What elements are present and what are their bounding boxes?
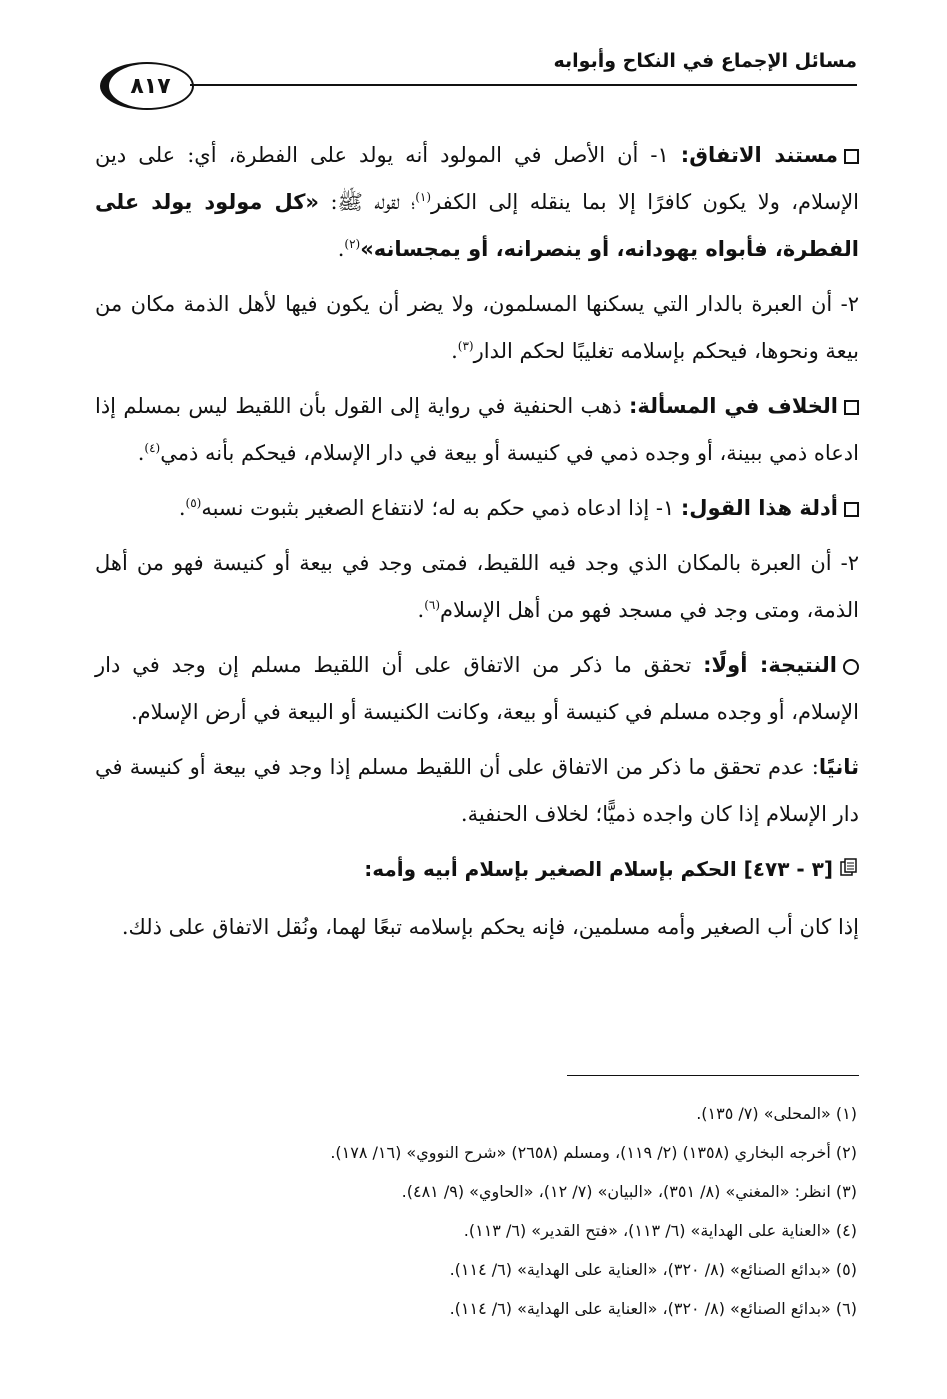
label-basis-of-agreement: مستند الاتفاق: — [680, 143, 838, 167]
footnote-4: (٤) «العناية على الهداية» (٦/ ١١٣)، «فتح القدير» (٦/ ١١٣). — [463, 1221, 857, 1240]
square-bullet-icon — [844, 400, 859, 415]
footnotes — [95, 1094, 857, 1328]
header-rule — [190, 84, 857, 86]
paragraph-result: النتيجة: أولًا: تحقق ما ذكر من الاتفاق على أن اللقيط مسلم إن وجد في دار الإسلام، أو وجده مسلم في كنيسة أو بيعة، وكانت الكنيسة أو البيعة في أرض الإسلام. — [95, 653, 859, 724]
footnote-ref: (٤) — [144, 441, 161, 455]
footnote-ref: (١) — [415, 190, 432, 204]
footnote-ref: (٢) — [344, 237, 361, 251]
paragraph-disagreement: الخلاف في المسألة: ذهب الحنفية في رواية إلى القول بأن اللقيط ليس بمسلم إذا ادعاه ذمي ببينة، أو وجده ذمي في كنيسة أو بيعة في دار الإسلام، فيحكم بأنه ذمي$^{(٤)}$. — [95, 394, 859, 465]
label-result: النتيجة: — [759, 653, 837, 677]
paragraph-evidence: أدلة هذا القول: ١- إذا ادعاه ذمي حكم به له؛ لانتفاع الصغير بثبوت نسبه$^{(٥)}$. — [95, 485, 859, 532]
footnote-ref: (٦) — [424, 598, 441, 612]
square-bullet-icon — [844, 149, 859, 164]
hadith-quote: «كل مولود يولد على الفطرة، فأبواه يهودانه، أو ينصرانه، أو يمجسانه» — [95, 190, 859, 261]
paragraph-second: ثانيًا: عدم تحقق ما ذكر من الاتفاق على أن اللقيط مسلم إذا وجد في بيعة أو كنيسة في دار الإسلام إذا كان واجده ذميًّا؛ لخلاف الحنفية. — [95, 755, 859, 826]
main-text — [95, 132, 859, 959]
paragraph-evidence-two: ٢- أن العبرة بالمكان الذي وجد فيه اللقيط، فمتى وجد في بيعة أو كنيسة فهو من أهل الذمة، ومتى وجد في مسجد فهو من أهل الإسلام$^{(٦)}$. — [95, 551, 859, 622]
paragraph-second-basis: ٢- أن العبرة بالدار التي يسكنها المسلمون، ولا يضر أن يكون فيها لأهل الذمة مكان من بيعة ونحوها، فيحكم بإسلامه تغليبًا لحكم الدار$^{(٣)}$. — [95, 292, 859, 363]
footnote-3: (٣) انظر: «المغني» (٨/ ٣٥١)، «البيان» (٧/ ١٢)، «الحاوي» (٩/ ٤٨١). — [401, 1182, 857, 1201]
paragraph-ruling: إذا كان أب الصغير وأمه مسلمين، فإنه يحكم بإسلامه تبعًا لهما، ونُقل الاتفاق على ذلك. — [121, 915, 859, 939]
document-icon — [839, 847, 859, 894]
footnote-5: (٥) «بدائع الصنائع» (٨/ ٣٢٠)، «العناية على الهداية» (٦/ ١١٤). — [449, 1260, 857, 1279]
footnote-6: (٦) «بدائع الصنائع» (٨/ ٣٢٠)، «العناية على الهداية» (٦/ ١١٤). — [449, 1299, 857, 1318]
label-evidence: أدلة هذا القول: — [680, 496, 838, 520]
circle-bullet-icon — [843, 659, 859, 675]
footnote-rule — [567, 1075, 859, 1076]
running-header-title: مسائل الإجماع في النكاح وأبوابه — [553, 50, 857, 72]
footnote-ref: (٥) — [185, 496, 202, 510]
section-heading — [95, 846, 859, 894]
label-disagreement: الخلاف في المسألة: — [628, 394, 838, 418]
footnote-ref: (٣) — [457, 339, 474, 353]
section-heading-text: [٣ - ٤٧٣] الحكم بإسلام الصغير بإسلام أبيه وأمه: — [364, 857, 833, 881]
paragraph-basis-of-agreement: مستند الاتفاق: ١- أن الأصل في المولود أنه يولد على الفطرة، أي: على دين الإسلام، ولا يكون كافرًا إلا بما ينقله إلى الكفر$^{(١)}$؛ لقوله ﷺ: «كل مولود يولد على الفطرة، فأبواه يهودانه، أو ينصرانه، أو يمجسانه»$^{(٢)}$. — [95, 143, 859, 261]
square-bullet-icon — [844, 502, 859, 517]
footnote-2: (٢) أخرجه البخاري (١٣٥٨) (٢/ ١١٩)، ومسلم (٢٦٥٨) «شرح النووي» (١٦/ ١٧٨). — [330, 1143, 857, 1162]
label-first: أولًا: — [703, 653, 760, 677]
page-number-oval — [100, 62, 194, 110]
footnote-1: (١) «المحلى» (٧/ ١٣٥). — [696, 1104, 857, 1123]
label-second: ثانيًا — [818, 755, 859, 779]
page-number: ٨١٧ — [130, 73, 171, 99]
